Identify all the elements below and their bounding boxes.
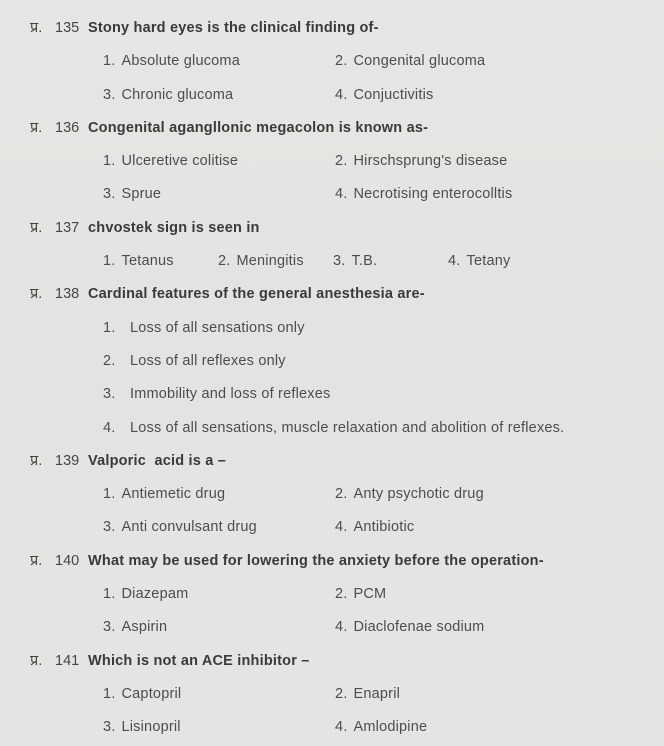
option-label: Diazepam (121, 586, 189, 603)
option-4 (335, 178, 512, 211)
question-header (0, 12, 664, 45)
option-3 (103, 178, 161, 211)
option-1 (103, 145, 238, 178)
option-number: 1. (103, 486, 116, 503)
option-label: Chronic glucoma (121, 86, 234, 103)
question-139 (0, 445, 664, 545)
question-title: Congenital agangllonic megacolon is known as- (88, 119, 429, 136)
question-number: 139 (55, 452, 80, 469)
option-label: Congenital glucoma (353, 53, 486, 70)
option-4 (335, 611, 484, 644)
option-number: 1. (103, 53, 116, 70)
option-2 (218, 245, 304, 278)
question-prefix: प्र. (30, 119, 43, 136)
option-label: Amlodipine (353, 719, 428, 736)
options-row (0, 79, 664, 112)
options-row (0, 711, 664, 744)
option-number: 2. (335, 53, 348, 70)
option-4 (335, 711, 427, 744)
option-3 (333, 245, 377, 278)
option-3 (103, 378, 330, 411)
question-number: 135 (55, 20, 80, 36)
options-row (0, 178, 664, 211)
question-prefix: प्र. (30, 452, 43, 469)
option-4 (335, 79, 433, 112)
options-row (0, 245, 664, 278)
question-prefix: प्र. (30, 219, 43, 236)
option-1 (103, 312, 305, 345)
option-2 (335, 578, 386, 611)
question-138 (0, 278, 664, 444)
question-135 (0, 12, 664, 112)
question-prefix: प्र. (30, 552, 43, 569)
option-4 (335, 511, 414, 544)
option-number: 2. (335, 586, 348, 603)
option-number: 3. (103, 386, 116, 403)
option-label: Necrotising enterocolltis (353, 186, 513, 203)
option-label: Absolute glucoma (121, 53, 240, 70)
option-label: Conjuctivitis (353, 86, 434, 103)
option-label: Ulceretive colitise (121, 153, 239, 170)
question-title: Stony hard eyes is the clinical finding of- (88, 20, 379, 36)
options-row (0, 678, 664, 711)
options-row (0, 578, 664, 611)
option-number: 1. (103, 586, 116, 603)
question-number: 137 (55, 219, 80, 236)
option-label: Meningitis (236, 253, 304, 270)
option-number: 3. (103, 619, 116, 636)
question-141 (0, 645, 664, 745)
option-number: 4. (335, 86, 348, 103)
question-140 (0, 545, 664, 645)
option-number: 2. (335, 685, 348, 702)
option-2 (335, 478, 484, 511)
question-title: Valporic acid is a – (88, 452, 226, 469)
options-row (0, 412, 664, 445)
option-number: 1. (103, 685, 116, 702)
option-label: Loss of all sensations only (130, 319, 305, 336)
option-label: Tetanus (121, 253, 174, 270)
option-number: 1. (103, 253, 116, 270)
question-137 (0, 212, 664, 279)
option-4 (103, 412, 564, 445)
question-prefix: प्र. (30, 652, 43, 669)
question-number: 141 (55, 652, 80, 669)
question-prefix: प्र. (30, 20, 43, 36)
question-header (0, 445, 664, 478)
question-title: chvostek sign is seen in (88, 219, 260, 236)
option-1 (103, 578, 188, 611)
option-2 (335, 678, 400, 711)
option-label: Aspirin (121, 619, 168, 636)
option-2 (335, 45, 485, 78)
option-label: Immobility and loss of reflexes (130, 386, 331, 403)
question-number: 138 (55, 286, 80, 303)
option-label: Enapril (353, 685, 401, 702)
option-label: Diaclofenae sodium (353, 619, 485, 636)
options-row (0, 511, 664, 544)
option-label: PCM (353, 586, 387, 603)
option-number: 3. (103, 719, 116, 736)
options-row (0, 378, 664, 411)
option-label: Captopril (121, 685, 182, 702)
option-number: 4. (103, 419, 116, 436)
option-label: Tetany (466, 253, 511, 270)
question-header (0, 545, 664, 578)
question-prefix: प्र. (30, 286, 43, 303)
option-number: 4. (448, 253, 461, 270)
option-3 (103, 611, 167, 644)
option-number: 3. (333, 253, 346, 270)
options-row (0, 611, 664, 644)
option-number: 1. (103, 319, 116, 336)
option-1 (103, 678, 181, 711)
question-header (0, 645, 664, 678)
option-number: 3. (103, 519, 116, 536)
question-title: Cardinal features of the general anesthesia are- (88, 286, 425, 303)
options-row (0, 145, 664, 178)
option-3 (103, 79, 233, 112)
option-1 (103, 478, 225, 511)
option-number: 3. (103, 86, 116, 103)
option-label: Sprue (121, 186, 162, 203)
option-label: Anty psychotic drug (353, 486, 484, 503)
option-label: Antiemetic drug (121, 486, 226, 503)
option-number: 2. (335, 486, 348, 503)
option-number: 4. (335, 619, 348, 636)
question-header (0, 112, 664, 145)
option-3 (103, 711, 181, 744)
option-label: Anti convulsant drug (121, 519, 257, 536)
options-row (0, 478, 664, 511)
question-header (0, 212, 664, 245)
option-label: Loss of all sensations, muscle relaxation and abolition of reflexes. (130, 419, 565, 436)
question-136 (0, 112, 664, 212)
question-title: What may be used for lowering the anxiety before the operation- (88, 552, 544, 569)
question-header (0, 278, 664, 311)
option-label: Lisinopril (121, 719, 181, 736)
option-number: 2. (335, 153, 348, 170)
option-2 (103, 345, 286, 378)
option-4 (448, 245, 510, 278)
option-1 (103, 245, 174, 278)
option-number: 3. (103, 186, 116, 203)
question-title: Which is not an ACE inhibitor – (88, 652, 310, 669)
option-1 (103, 45, 240, 78)
option-number: 4. (335, 186, 348, 203)
option-label: Loss of all reflexes only (130, 352, 286, 369)
question-number: 140 (55, 552, 80, 569)
option-number: 2. (218, 253, 231, 270)
option-3 (103, 511, 257, 544)
option-number: 4. (335, 719, 348, 736)
option-2 (335, 145, 507, 178)
option-label: Hirschsprung's disease (353, 153, 508, 170)
options-row (0, 345, 664, 378)
option-number: 4. (335, 519, 348, 536)
options-row (0, 312, 664, 345)
option-label: T.B. (351, 253, 378, 270)
option-number: 2. (103, 352, 116, 369)
question-number: 136 (55, 119, 80, 136)
option-label: Antibiotic (353, 519, 415, 536)
option-number: 1. (103, 153, 116, 170)
options-row (0, 45, 664, 78)
